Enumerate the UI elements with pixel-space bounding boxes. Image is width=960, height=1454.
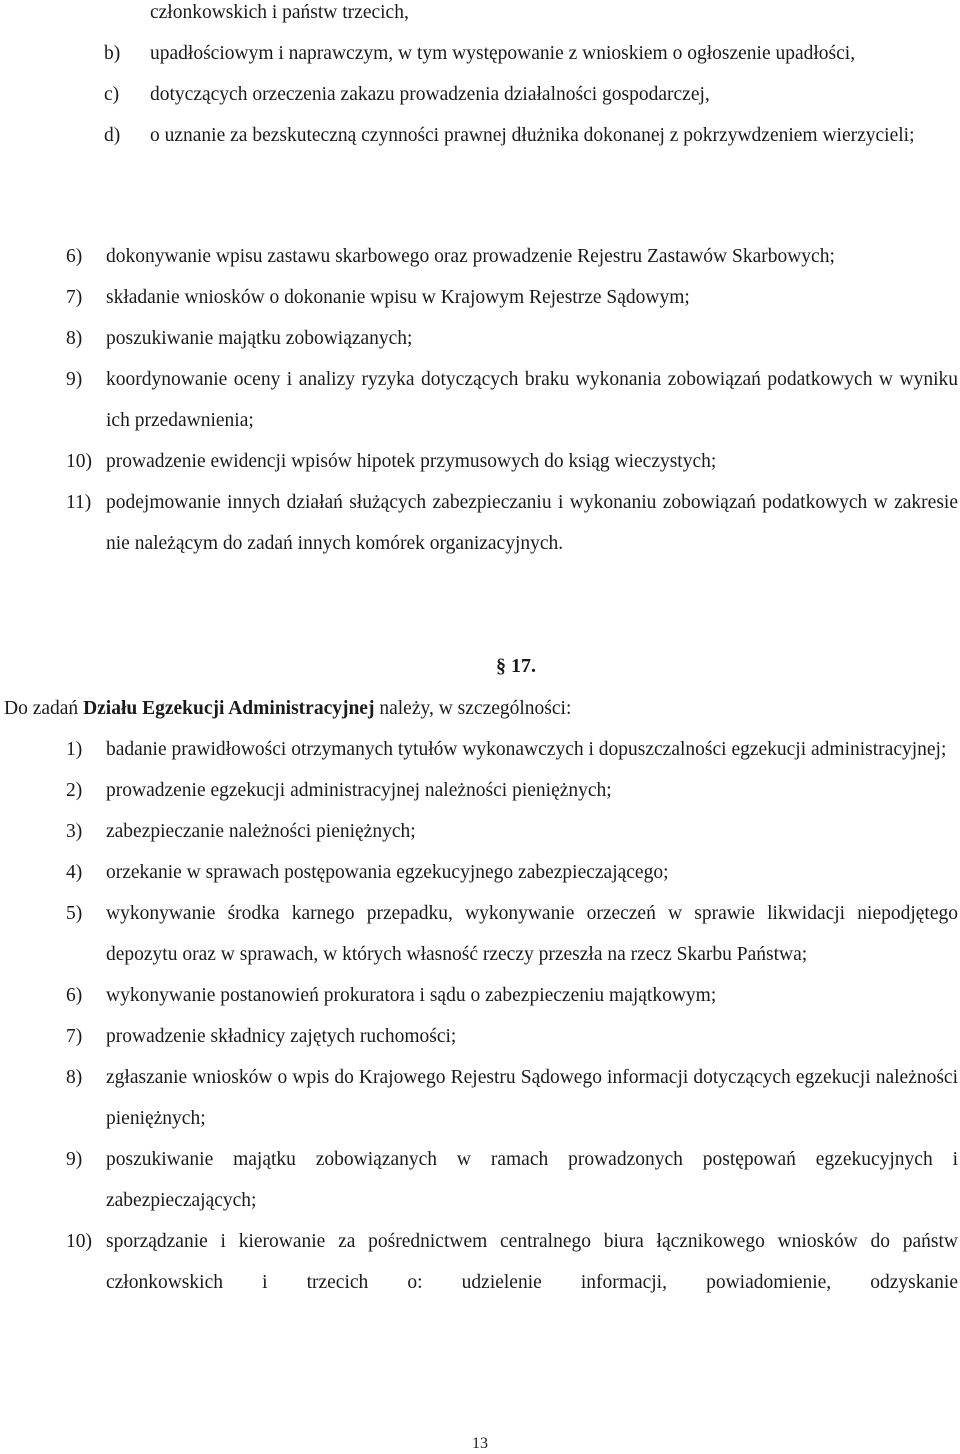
sublist-continuation: członkowskich i państw trzecich, [150, 2, 409, 23]
list-item: 7) składanie wniosków o dokonanie wpisu w Krajowym Rejestrze Sądowym; [66, 287, 690, 308]
section-heading: § 17. [496, 655, 536, 677]
list-item: 6) dokonywanie wpisu zastawu skarbowego oraz prowadzenie Rejestru Zastawów Skarbowych; [66, 246, 835, 267]
list-item: 2) prowadzenie egzekucji administracyjnej należności pieniężnych; [66, 780, 612, 801]
page-number: 13 [472, 1435, 488, 1452]
list-item: 3) zabezpieczanie należności pieniężnych; [66, 821, 416, 842]
task-list-b [0, 729, 960, 1303]
list-item: 5) wykonywanie środka karnego przepadku, wykonywanie orzeczeń w sprawie likwidacji niepodjętego depozytu oraz w sprawach, w których własność rzeczy przeszła na rzecz Skarbu Państwa; [66, 903, 958, 965]
list-item: 9) koordynowanie oceny i analizy ryzyka dotyczących braku wykonania zobowiązań podatkowych w wyniku ich przedawnienia; [66, 369, 958, 431]
list-item: 7) prowadzenie składnicy zajętych ruchomości; [66, 1026, 457, 1047]
list-item: 10) prowadzenie ewidencji wpisów hipotek przymusowych do ksiąg wieczystych; [66, 451, 717, 472]
sublist-item-d: d) o uznanie za bezskuteczną czynności prawnej dłużnika dokonanej z pokrzywdzeniem wierzycieli; [104, 125, 915, 146]
list-item: 4) orzekanie w sprawach postępowania egzekucyjnego zabezpieczającego; [66, 862, 669, 883]
list-item: 8) zgłaszanie wniosków o wpis do Krajowego Rejestru Sądowego informacji dotyczących egzekucji należności pieniężnych; [66, 1067, 958, 1129]
sublist-top [0, 0, 960, 156]
list-item: 6) wykonywanie postanowień prokuratora i sądu o zabezpieczeniu majątkowym; [66, 985, 717, 1006]
department-name: Działu Egzekucji Administracyjnej [83, 698, 375, 719]
list-item: 9) poszukiwanie majątku zobowiązanych w ramach prowadzonych postępowań egzekucyjnych i zabezpieczających; [66, 1149, 958, 1211]
list-item: 10) sporządzanie i kierowanie za pośrednictwem centralnego biura łącznikowego wniosków do państw członkowskich i trzecich o: udzielenie informacji, powiadomienie, odzyskanie [66, 1231, 958, 1293]
list-item: 11) podejmowanie innych działań służących zabezpieczaniu i wykonaniu zobowiązań podatkowych w zakresie nie należącym do zadań innych komórek organizacyjnych. [66, 492, 958, 554]
list-item: 8) poszukiwanie majątku zobowiązanych; [66, 328, 413, 349]
section-intro: Do zadań Działu Egzekucji Administracyjnej należy, w szczególności: [4, 698, 572, 719]
list-item: 1) badanie prawidłowości otrzymanych tytułów wykonawczych i dopuszczalności egzekucji administracyjnej; [66, 739, 947, 760]
sublist-item-c: c) dotyczących orzeczenia zakazu prowadzenia działalności gospodarczej, [104, 84, 710, 105]
sublist-item-b: b) upadłościowym i naprawczym, w tym występowanie z wnioskiem o ogłoszenie upadłości, [104, 43, 856, 64]
task-list-a [0, 236, 960, 564]
